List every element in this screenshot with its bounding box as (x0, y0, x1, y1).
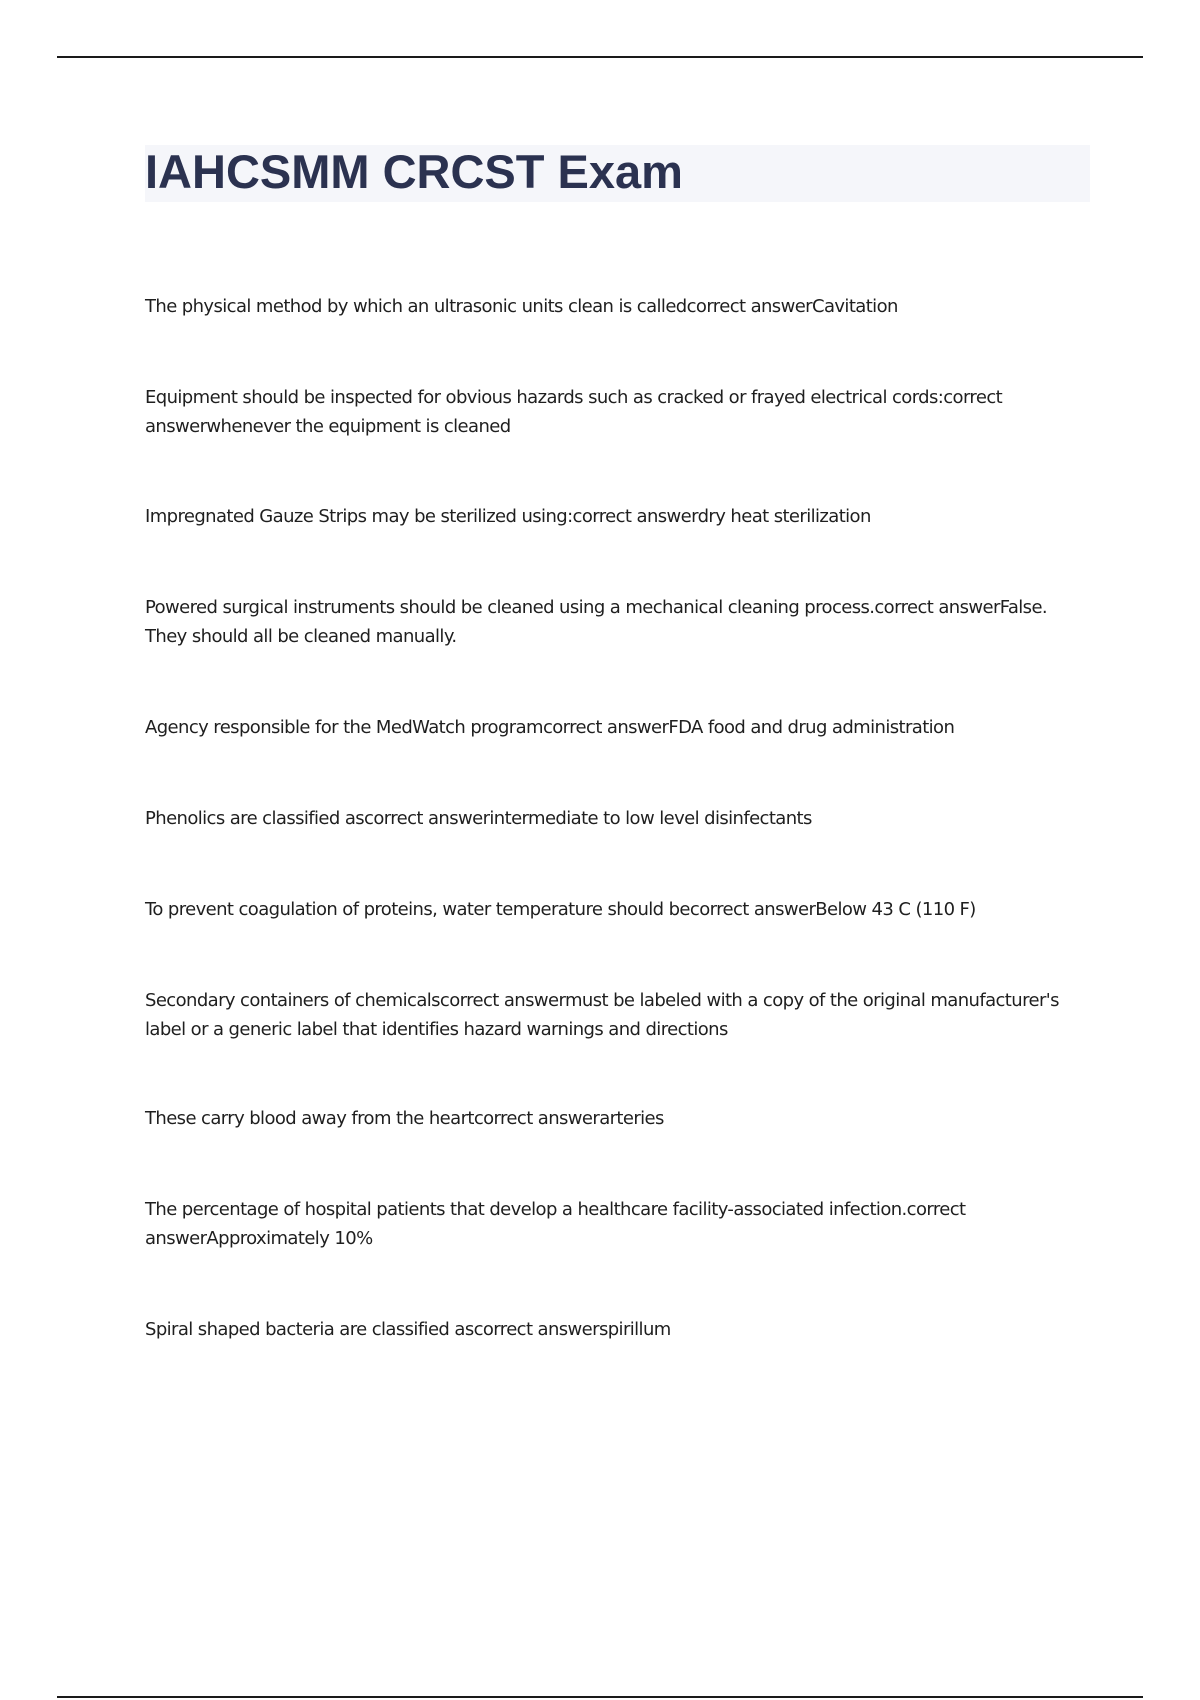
bottom-rule (57, 1696, 1143, 1698)
qa-item-1: The physical method by which an ultrasonic units clean is calledcorrect answerCavitation (145, 296, 898, 317)
qa-item-3: Impregnated Gauze Strips may be sterilized using:correct answerdry heat sterilization (145, 506, 871, 527)
qa-item-9: These carry blood away from the heartcorrect answerarteries (145, 1108, 664, 1129)
qa-item-10: The percentage of hospital patients that develop a healthcare facility-associated infection.correct answerApproximately 10% (145, 1199, 966, 1249)
qa-item-7: To prevent coagulation of proteins, water temperature should becorrect answerBelow 43 C (110 F) (145, 899, 976, 920)
qa-item-2: Equipment should be inspected for obvious hazards such as cracked or frayed electrical cords:correct answerwhenever the equipment is cleaned (145, 387, 1003, 437)
qa-item-11: Spiral shaped bacteria are classified ascorrect answerspirillum (145, 1319, 671, 1340)
qa-item-8: Secondary containers of chemicalscorrect answermust be labeled with a copy of the original manufacturer's label or a generic label that identifies hazard warnings and directions (145, 990, 1059, 1040)
document-title: IAHCSMM CRCST Exam (145, 145, 683, 198)
qa-item-4: Powered surgical instruments should be cleaned using a mechanical cleaning process.correct answerFalse. They should all be cleaned manually. (145, 597, 1048, 647)
qa-item-5: Agency responsible for the MedWatch programcorrect answerFDA food and drug administration (145, 717, 955, 738)
qa-item-6: Phenolics are classified ascorrect answerintermediate to low level disinfectants (145, 808, 812, 829)
top-rule (57, 56, 1143, 58)
